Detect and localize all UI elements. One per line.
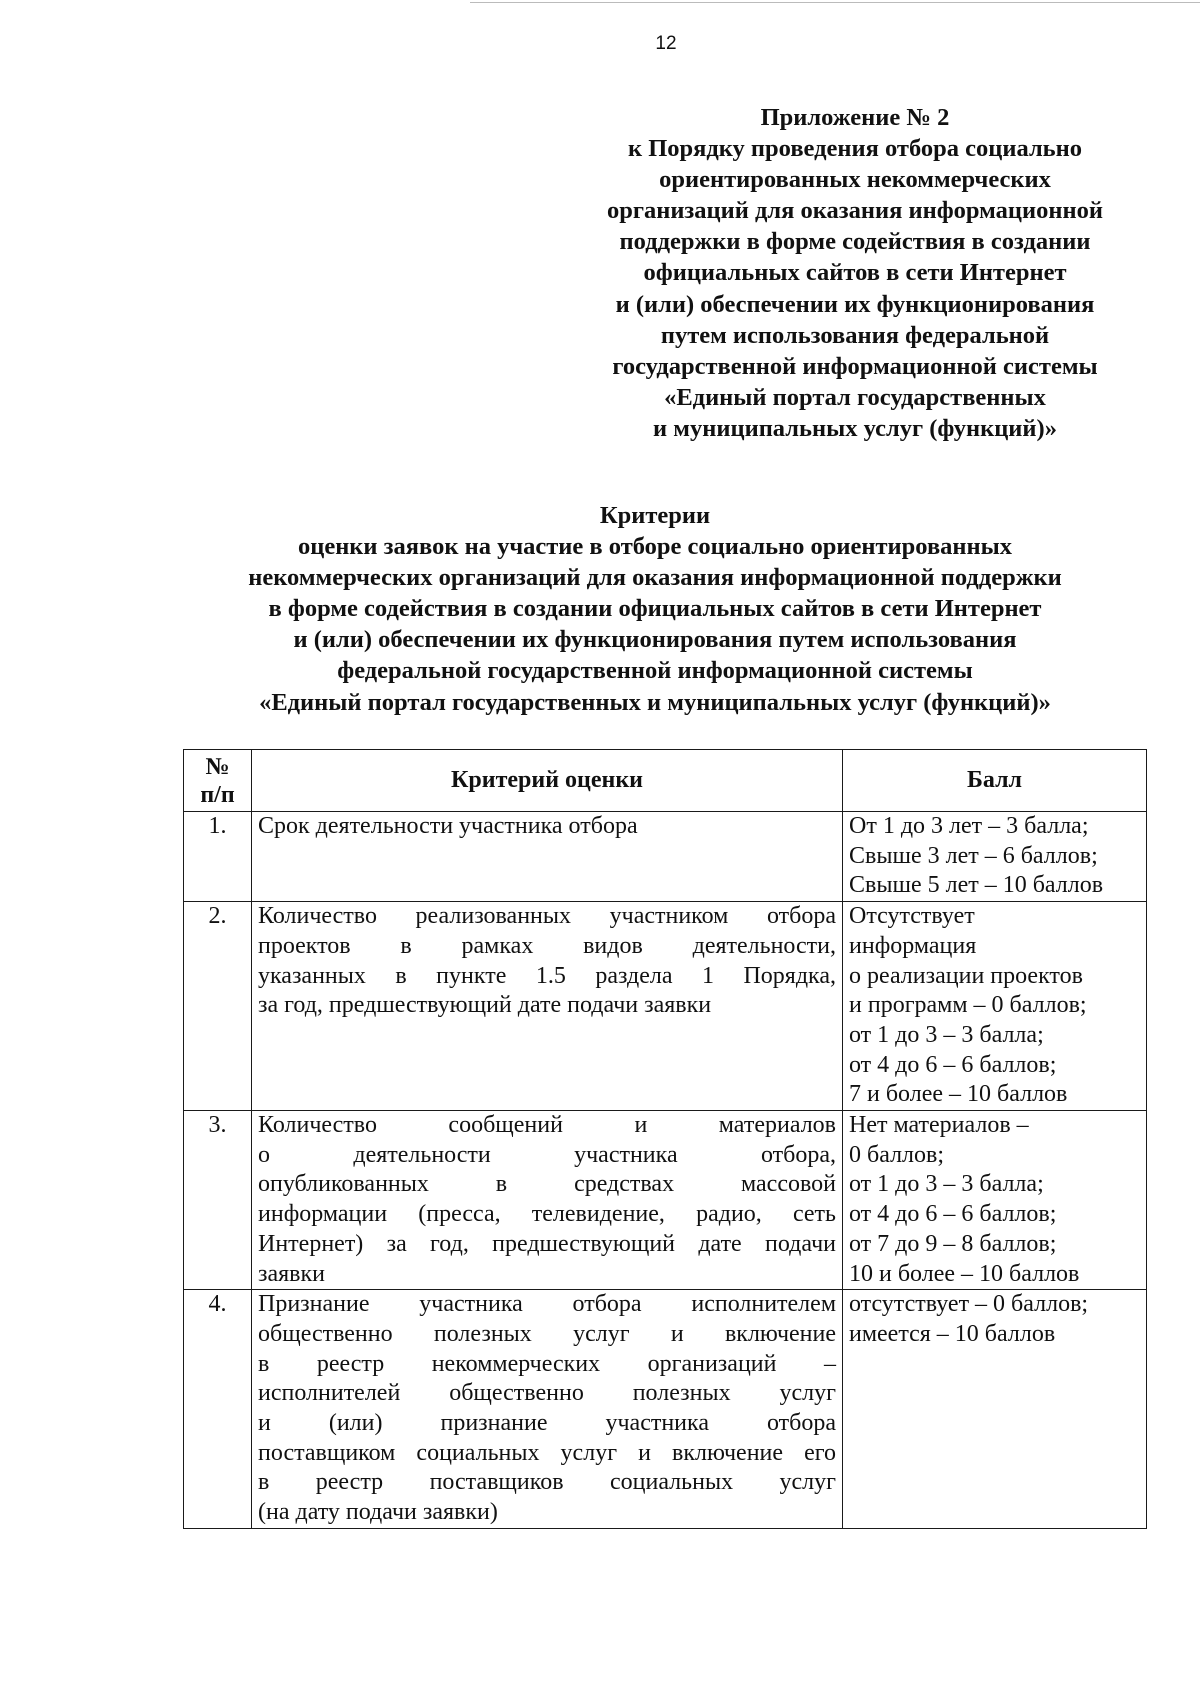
criteria-subtitle-line: в форме содействия в создании официальных сайтов в сети Интернет: [268, 595, 1042, 623]
score-line: отсутствует – 0 баллов;: [849, 1291, 1089, 1318]
appendix-line: к Порядку проведения отбора социально: [627, 135, 1083, 163]
criterion-line: о деятельности участника отбора,: [258, 1141, 836, 1168]
score-line: от 7 до 9 – 8 баллов;: [849, 1230, 1057, 1257]
criterion-line: исполнителей общественно полезных услуг: [258, 1380, 836, 1407]
criterion-line: и (или) признание участника отбора: [258, 1410, 836, 1437]
score-line: Нет материалов –: [849, 1112, 1029, 1139]
row-number: 4.: [184, 1290, 252, 1529]
score-line: о реализации проектов: [849, 962, 1083, 989]
table-row: [184, 902, 1147, 1111]
score-line: Свыше 3 лет – 6 баллов;: [849, 842, 1098, 869]
row-score: [843, 1290, 1147, 1529]
appendix-line: и (или) обеспечении их функционирования: [615, 290, 1095, 318]
appendix-line: и муниципальных услуг (функций)»: [653, 414, 1057, 442]
header-score: Балл: [843, 750, 1147, 812]
criterion-line: опубликованных в средствах массовой: [258, 1171, 836, 1198]
appendix-line: «Единый портал государственных: [664, 383, 1046, 411]
criteria-table: [183, 749, 1147, 1529]
table-row: [184, 1111, 1147, 1290]
criteria-subtitle-line: и (или) обеспечении их функционирования путем использования: [293, 626, 1017, 654]
appendix-line: организаций для оказания информационной: [606, 197, 1104, 225]
score-line: От 1 до 3 лет – 3 балла;: [849, 813, 1089, 839]
criterion-line: информации (пресса, телевидение, радио, сеть: [258, 1201, 836, 1228]
criterion-line: в реестр поставщиков социальных услуг: [258, 1469, 836, 1496]
score-line: от 4 до 6 – 6 баллов;: [849, 1201, 1057, 1228]
criteria-title: Критерии: [599, 502, 711, 529]
row-score: [843, 1111, 1147, 1290]
appendix-line: поддержки в форме содействия в создании: [619, 228, 1091, 256]
score-line: от 4 до 6 – 6 баллов;: [849, 1051, 1057, 1078]
score-line: и программ – 0 баллов;: [849, 992, 1087, 1019]
criterion-line: Срок деятельности участника отбора: [258, 813, 638, 839]
row-criterion: [252, 812, 843, 902]
appendix-block: [570, 102, 1140, 444]
page-number: 12: [655, 33, 677, 54]
score-line: имеется – 10 баллов: [849, 1320, 1056, 1347]
appendix-line: официальных сайтов в сети Интернет: [643, 259, 1067, 287]
score-line: Свыше 5 лет – 10 баллов: [849, 872, 1104, 899]
table-header-row: [184, 750, 1147, 812]
header-number-abbr: п/п: [200, 781, 235, 808]
criterion-line: (на дату подачи заявки): [258, 1499, 498, 1526]
criterion-line: Количество сообщений и материалов: [258, 1112, 836, 1139]
table-row: [184, 1290, 1147, 1529]
criteria-subtitle-line: некоммерческих организаций для оказания информационной поддержки: [248, 564, 1062, 592]
appendix-line: Приложение № 2: [760, 104, 950, 131]
score-line: информация: [849, 932, 977, 959]
row-criterion: [252, 902, 843, 1111]
criteria-subtitle-line: федеральной государственной информационной системы: [337, 657, 973, 685]
score-line: 0 баллов;: [849, 1141, 945, 1168]
criterion-line: указанных в пункте 1.5 раздела 1 Порядка,: [258, 962, 836, 989]
score-line: от 1 до 3 – 3 балла;: [849, 1171, 1044, 1198]
header-number: [184, 750, 252, 812]
row-criterion: [252, 1111, 843, 1290]
criterion-line: Признание участника отбора исполнителем: [258, 1291, 836, 1318]
header-criterion: Критерий оценки: [252, 750, 843, 812]
criterion-line: заявки: [258, 1260, 326, 1287]
score-line: Отсутствует: [849, 903, 975, 930]
criteria-subtitle-line: «Единый портал государственных и муниципальных услуг (функций)»: [259, 688, 1051, 716]
header-number-symbol: №: [205, 753, 230, 780]
appendix-line: путем использования федеральной: [660, 321, 1050, 349]
row-score: [843, 812, 1147, 902]
row-number: 2.: [184, 902, 252, 1111]
score-line: 10 и более – 10 баллов: [849, 1260, 1080, 1287]
appendix-line: государственной информационной системы: [612, 352, 1098, 380]
criterion-line: общественно полезных услуг и включение: [258, 1320, 836, 1347]
row-criterion: [252, 1290, 843, 1529]
row-number: 1.: [184, 812, 252, 902]
criterion-line: поставщиком социальных услуг и включение его: [258, 1439, 836, 1466]
criteria-heading: [130, 500, 1180, 718]
criterion-line: в реестр некоммерческих организаций –: [258, 1350, 836, 1377]
appendix-line: ориентированных некоммерческих: [659, 166, 1051, 194]
row-score: [843, 902, 1147, 1111]
score-line: от 1 до 3 – 3 балла;: [849, 1021, 1044, 1048]
score-line: 7 и более – 10 баллов: [849, 1081, 1068, 1108]
row-number: 3.: [184, 1111, 252, 1290]
criterion-line: проектов в рамках видов деятельности,: [258, 932, 836, 959]
criterion-line: за год, предшествующий дате подачи заявки: [258, 992, 712, 1019]
criterion-line: Интернет) за год, предшествующий дате подачи: [258, 1230, 836, 1257]
criteria-subtitle-line: оценки заявок на участие в отборе социально ориентированных: [297, 533, 1013, 561]
table-row: [184, 812, 1147, 902]
top-scan-edge: [470, 2, 1200, 3]
criterion-line: Количество реализованных участником отбора: [258, 903, 836, 930]
